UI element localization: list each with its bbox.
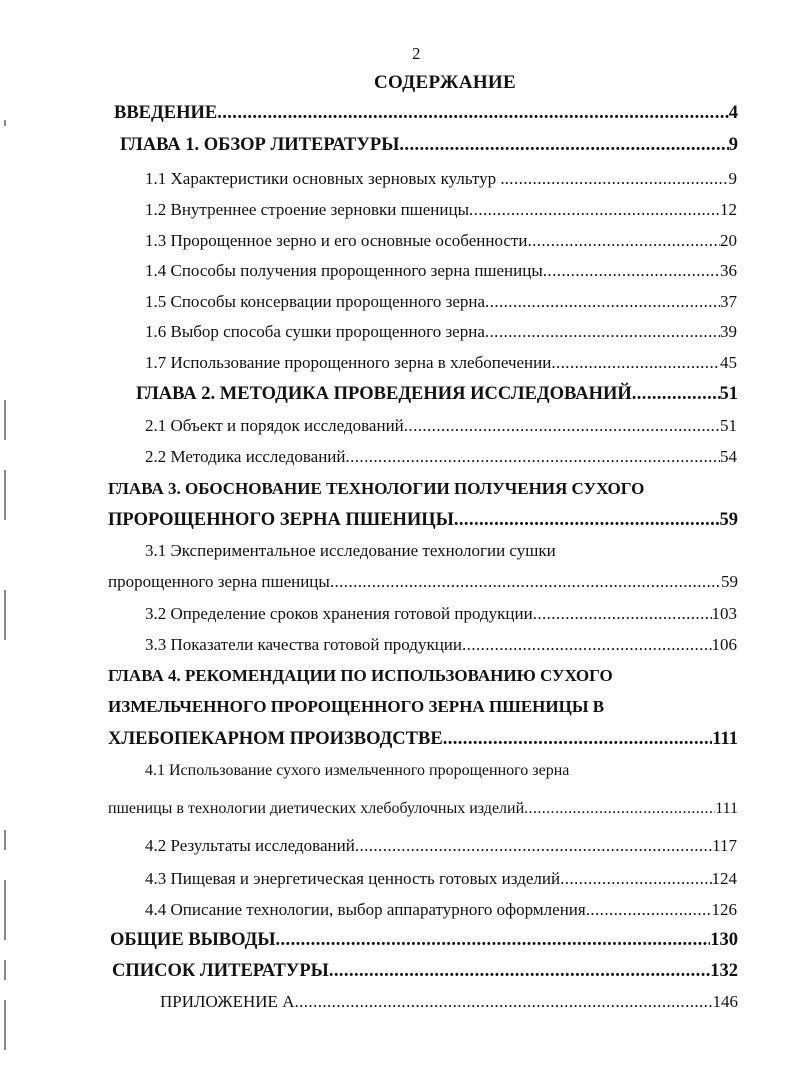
toc-entry: 1.2 Внутреннее строение зерновки пшеницы ..... 12: [145, 198, 737, 222]
page-number: 2: [412, 44, 421, 63]
toc-entry: 1.3 Пророщенное зерно и его основные особенности ..... 20: [145, 229, 737, 253]
toc-entry: 3.2 Определение сроков хранения готовой продукции ..... 103: [145, 602, 737, 626]
toc-entry: пшеницы в технологии диетических хлебобулочных изделий ..... 111: [108, 797, 738, 821]
toc-entry: 1.4 Способы получения пророщенного зерна пшеницы ..... 36: [145, 259, 737, 283]
toc-entry: 1.6 Выбор способа сушки пророщенного зерна ..... 39: [145, 320, 737, 344]
toc-entry-line: ГЛАВА 3. ОБОСНОВАНИЕ ТЕХНОЛОГИИ ПОЛУЧЕНИЯ СУХОГО: [108, 479, 645, 498]
toc-entry-line: ИЗМЕЛЬЧЕННОГО ПРОРОЩЕННОГО ЗЕРНА ПШЕНИЦЫ В: [108, 697, 605, 716]
toc-entry: СПИСОК ЛИТЕРАТУРЫ ..... 132: [112, 959, 738, 983]
toc-entry: 2.2 Методика исследований ..... 54: [145, 445, 737, 469]
toc-entry: 2.1 Объект и порядок исследований ..... 51: [145, 414, 737, 438]
scan-margin-marks: [0, 0, 14, 1081]
toc-entry: 3.3 Показатели качества готовой продукции ..... 106: [145, 633, 737, 657]
toc-entry-line: ГЛАВА 4. РЕКОМЕНДАЦИИ ПО ИСПОЛЬЗОВАНИЮ СУХОГО: [108, 666, 613, 685]
toc-entry: ВВЕДЕНИЕ ..... 4: [114, 101, 738, 125]
toc-entry: ПРИЛОЖЕНИЕ А ..... 146: [160, 990, 738, 1014]
toc-entry: 1.5 Способы консервации пророщенного зерна ..... 37: [145, 290, 737, 314]
document-title: СОДЕРЖАНИЕ: [374, 72, 516, 93]
toc-entry: 1.1 Характеристики основных зерновых культур . ..... 9: [145, 167, 737, 191]
toc-entry: ПРОРОЩЕННОГО ЗЕРНА ПШЕНИЦЫ ..... 59: [108, 508, 738, 532]
toc-entry-line: 4.1 Использование сухого измельченного пророщенного зерна: [145, 762, 570, 779]
toc-entry: ГЛАВА 1. ОБЗОР ЛИТЕРАТУРЫ ..... 9: [120, 133, 738, 157]
toc-entry: 4.4 Описание технологии, выбор аппаратурного оформления ..... 126: [145, 898, 737, 922]
toc-entry: ГЛАВА 2. МЕТОДИКА ПРОВЕДЕНИЯ ИССЛЕДОВАНИЙ ..... 51: [136, 382, 738, 406]
toc-entry-line: 3.1 Экспериментальное исследование технологии сушки: [145, 541, 556, 560]
toc-entry: 4.2 Результаты исследований ..... 117: [145, 834, 737, 858]
toc-entry: ХЛЕБОПЕКАРНОМ ПРОИЗВОДСТВЕ ..... 111: [108, 727, 738, 751]
toc-entry: 1.7 Использование пророщенного зерна в хлебопечении ..... 45: [145, 351, 737, 375]
toc-entry: 4.3 Пищевая и энергетическая ценность готовых изделий ..... 124: [145, 867, 737, 891]
toc-entry: ОБЩИЕ ВЫВОДЫ ..... 130: [110, 928, 738, 952]
toc-entry: пророщенного зерна пшеницы ..... 59: [108, 570, 738, 594]
